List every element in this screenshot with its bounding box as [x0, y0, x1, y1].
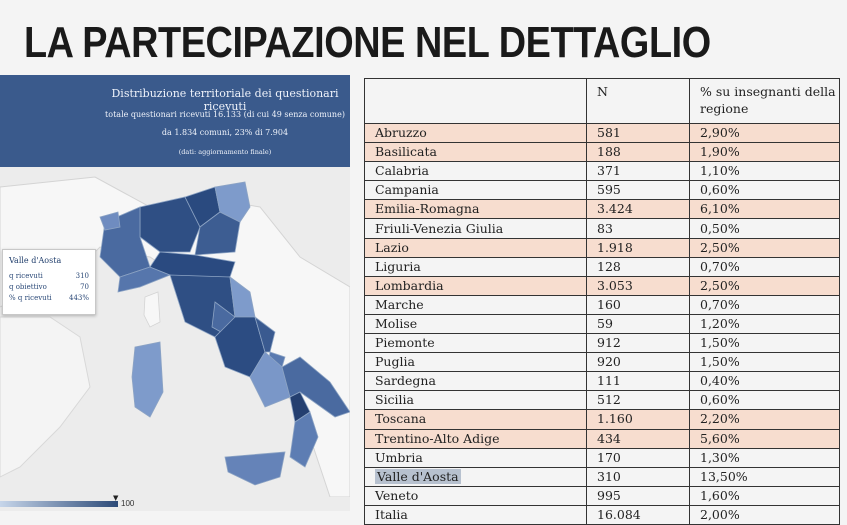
region-name: Toscana: [375, 411, 427, 427]
pct-cell: 0,50%: [690, 219, 840, 238]
pct-cell: 5,60%: [690, 429, 840, 448]
n-cell: 3.053: [587, 276, 690, 295]
region-cell: [365, 314, 587, 333]
region-name: Calabria: [375, 163, 429, 179]
table-row: [365, 429, 840, 448]
pct-cell: 1,50%: [690, 334, 840, 353]
participation-table: [364, 78, 840, 525]
region-name: Liguria: [375, 258, 421, 274]
region-cell: [365, 181, 587, 200]
region-name: Veneto: [375, 487, 419, 503]
table-row: [365, 353, 840, 372]
pct-cell: 1,30%: [690, 448, 840, 467]
region-name: Friuli-Venezia Giulia: [375, 220, 504, 236]
pct-cell: 2,50%: [690, 276, 840, 295]
legend-marker-icon: ▼: [113, 494, 119, 502]
region-name: Sicilia: [375, 392, 415, 408]
n-cell: 512: [587, 391, 690, 410]
tooltip-label: q obiettivo: [9, 283, 47, 291]
n-cell: 16.084: [587, 505, 690, 524]
header-region: [365, 79, 587, 124]
region-cell: [365, 295, 587, 314]
n-cell: 912: [587, 334, 690, 353]
region-name: Puglia: [375, 354, 415, 370]
header-pct: % su insegnanti della regione: [690, 79, 840, 124]
n-cell: 3.424: [587, 200, 690, 219]
region-cell: [365, 200, 587, 219]
tooltip-value: 443%: [68, 294, 89, 302]
pct-cell: 0,70%: [690, 295, 840, 314]
region-name: Umbria: [375, 449, 423, 465]
region-name: Trentino-Alto Adige: [375, 430, 500, 446]
region-name: Sardegna: [375, 373, 436, 389]
n-cell: 1.160: [587, 410, 690, 429]
tooltip-value: 70: [80, 283, 89, 291]
table-row: [365, 124, 840, 143]
region-cell: [365, 276, 587, 295]
tooltip-row: [9, 294, 89, 302]
pct-cell: 1,10%: [690, 162, 840, 181]
table-row: [365, 200, 840, 219]
pct-cell: 1,50%: [690, 353, 840, 372]
table-row: [365, 334, 840, 353]
region-cell: [365, 372, 587, 391]
region-name: Marche: [375, 296, 424, 312]
map-tooltip: [2, 249, 96, 315]
pct-cell: 0,60%: [690, 181, 840, 200]
map-header-comuni: da 1.834 comuni, 23% di 7.904: [161, 128, 289, 137]
n-cell: 995: [587, 486, 690, 505]
region-name: Piemonte: [375, 335, 435, 351]
color-legend-bar: [0, 501, 118, 507]
n-cell: 83: [587, 219, 690, 238]
table-row: [365, 391, 840, 410]
pct-cell: 0,60%: [690, 391, 840, 410]
pct-cell: 0,70%: [690, 257, 840, 276]
tooltip-label: q ricevuti: [9, 272, 43, 280]
n-cell: 188: [587, 143, 690, 162]
n-cell: 581: [587, 124, 690, 143]
table-header-row: [365, 79, 840, 124]
pct-cell: 1,90%: [690, 143, 840, 162]
table-row: [365, 257, 840, 276]
header-n: N: [587, 79, 690, 124]
table-row: [365, 295, 840, 314]
table-row: [365, 276, 840, 295]
table-row: [365, 181, 840, 200]
tooltip-label: % q ricevuti: [9, 294, 52, 302]
region-cell: [365, 486, 587, 505]
region-cell: [365, 124, 587, 143]
n-cell: 128: [587, 257, 690, 276]
table-row: [365, 143, 840, 162]
pct-cell: 2,90%: [690, 124, 840, 143]
region-name: Valle d'Aosta: [377, 468, 459, 484]
region-cell: [365, 467, 587, 486]
table-row: [365, 372, 840, 391]
region-name: Lombardia: [375, 277, 444, 293]
region-cell: [365, 162, 587, 181]
table-row: [365, 486, 840, 505]
table-row: [365, 448, 840, 467]
pct-cell: 2,20%: [690, 410, 840, 429]
n-cell: 111: [587, 372, 690, 391]
tooltip-row: [9, 272, 89, 280]
pct-cell: 1,20%: [690, 314, 840, 333]
n-cell: 59: [587, 314, 690, 333]
table-row: [365, 162, 840, 181]
n-cell: 434: [587, 429, 690, 448]
tooltip-value: 310: [75, 272, 89, 280]
region-name: Basilicata: [375, 144, 437, 160]
pct-cell: 1,60%: [690, 486, 840, 505]
table-row: [365, 467, 840, 486]
region-cell: [365, 429, 587, 448]
map-header-note: (dati: aggiornamento finale): [178, 148, 272, 156]
n-cell: 170: [587, 448, 690, 467]
pct-cell: 2,00%: [690, 505, 840, 524]
region-cell: [365, 410, 587, 429]
table-row: [365, 314, 840, 333]
tooltip-title: Valle d'Aosta: [9, 256, 62, 265]
n-cell: 595: [587, 181, 690, 200]
table-row: [365, 238, 840, 257]
n-cell: 1.918: [587, 238, 690, 257]
italy-map[interactable]: [0, 167, 350, 497]
pct-cell: 13,50%: [690, 467, 840, 486]
region-name: Italia: [375, 506, 408, 522]
legend-max-label: 100: [121, 499, 135, 508]
region-name: Emilia-Romagna: [375, 201, 480, 217]
region-cell: [365, 353, 587, 372]
region-cell: [365, 334, 587, 353]
region-cell: [365, 238, 587, 257]
region-cell: [365, 257, 587, 276]
slide-title: LA PARTECIPAZIONE NEL DETTAGLIO: [24, 18, 711, 67]
n-cell: 160: [587, 295, 690, 314]
table-row: [365, 219, 840, 238]
pct-cell: 0,40%: [690, 372, 840, 391]
region-cell: [365, 143, 587, 162]
region-cell: [365, 448, 587, 467]
n-cell: 310: [587, 467, 690, 486]
region-cell: [365, 391, 587, 410]
map-header-total: totale questionari ricevuti 16.133 (di cui 49 senza comune): [105, 110, 345, 119]
region-cell: [365, 219, 587, 238]
map-header: [0, 75, 350, 167]
region-name: Abruzzo: [375, 125, 427, 141]
n-cell: 920: [587, 353, 690, 372]
region-name: Campania: [375, 182, 439, 198]
n-cell: 371: [587, 162, 690, 181]
map-panel: [0, 75, 350, 511]
map-header-title: Distribuzione territoriale dei questionari ricevuti: [111, 87, 339, 113]
region-name: Lazio: [375, 239, 409, 255]
region-name: Molise: [375, 315, 418, 331]
tooltip-row: [9, 283, 89, 291]
table-row: [365, 410, 840, 429]
pct-cell: 6,10%: [690, 200, 840, 219]
pct-cell: 2,50%: [690, 238, 840, 257]
